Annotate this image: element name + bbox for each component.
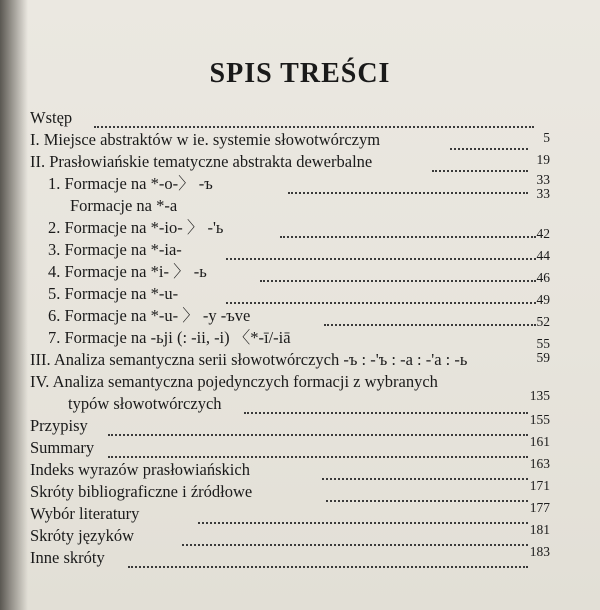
toc-entry (30, 456, 550, 482)
toc-entry (30, 544, 550, 570)
toc-entry-page: 55 (536, 336, 550, 351)
toc-entry-label: IV. Analiza semantyczna pojedynczych formacji z wybranych (30, 372, 438, 391)
dot-leader (324, 322, 536, 326)
dot-leader (288, 190, 528, 194)
dot-leader (182, 542, 528, 546)
toc-entry (30, 218, 550, 240)
toc-entry-label: Inne skróty (30, 548, 105, 567)
toc-entry (30, 388, 550, 416)
toc-entry-label: Skróty języków (30, 526, 135, 545)
toc-entry (30, 522, 550, 548)
toc-entry-page: 135 (529, 388, 550, 403)
toc-entry (30, 196, 550, 218)
toc-entry-page: 183 (529, 544, 550, 559)
toc-entry-page: 163 (529, 456, 550, 471)
toc-entry-label: 3. Formacje na *-ia- (48, 240, 182, 259)
toc-entry-label: 7. Formacje na -ьji (: -ii, -i) 〈*-ī/-iā (48, 328, 291, 347)
toc-entry (30, 434, 550, 460)
toc-entry (30, 500, 550, 526)
dot-leader (322, 476, 528, 480)
toc-entry-label: I. Miejsce abstraktów w ie. systemie słowotwórczym (30, 130, 381, 149)
dot-leader (94, 124, 534, 128)
dot-leader (244, 410, 528, 414)
dot-leader (226, 300, 536, 304)
toc-entry-page: 46 (536, 270, 550, 285)
toc-entry (30, 412, 550, 438)
toc-entry (30, 284, 550, 306)
toc-entry-page: 59 (536, 350, 550, 365)
dot-leader (226, 256, 536, 260)
toc-entry-label: Przypisy (30, 416, 88, 435)
toc-entry-label: typów słowotwórczych (68, 394, 222, 413)
toc-entry-page: 49 (536, 292, 550, 307)
toc-entry-label: Wstęp (30, 108, 73, 127)
toc-entry-page: 42 (536, 226, 550, 241)
toc-entry-label: 6. Formacje na *-u- 〉 -y -ъve (48, 306, 251, 325)
toc-entry-label: 4. Formacje na *i- 〉 -ь (48, 262, 207, 281)
toc-entry-page: 19 (536, 152, 550, 167)
toc-entry (30, 174, 550, 201)
dot-leader (198, 520, 528, 524)
toc-entry-page: 155 (529, 412, 550, 427)
toc-entry-label: Formacje na *-a (70, 196, 178, 215)
toc-entry-label: Indeks wyrazów prasłowiańskich (30, 460, 250, 479)
toc-entry-label: 1. Formacje na *-o-〉 -ъ (48, 174, 213, 193)
toc-entry (30, 328, 550, 350)
page-gutter-shadow (0, 0, 28, 610)
toc-entry-label: 5. Formacje na *-u- (48, 284, 179, 303)
toc-entry-label: Wybór literatury (30, 504, 140, 523)
toc-entry-label: Skróty bibliograficzne i źródłowe (30, 482, 253, 501)
toc-entry (30, 478, 550, 504)
dot-leader (128, 564, 528, 568)
toc-entry (30, 350, 550, 372)
toc-entry (30, 372, 550, 394)
toc-entry-page: 33 (536, 172, 550, 187)
toc-entry-page: 171 (529, 478, 550, 493)
toc-entry-page: 44 (536, 248, 550, 263)
toc-entry-page: 177 (529, 500, 550, 515)
toc-entry-label: 2. Formacje na *-io- 〉 -'ь (48, 218, 224, 237)
toc-entry (30, 262, 550, 284)
dot-leader (108, 454, 528, 458)
dot-leader (260, 278, 536, 282)
dot-leader (326, 498, 528, 502)
toc-entry-label: III. Analiza semantyczna serii słowotwórczych -ъ : -'ъ : -a : -'a : -ь (30, 350, 468, 369)
toc-entry-page: 33 (536, 186, 550, 201)
dot-leader (450, 146, 528, 150)
toc-entry-page: 52 (536, 314, 550, 329)
page-title: SPIS TREŚCI (209, 58, 391, 89)
dot-leader (432, 168, 528, 172)
dot-leader (108, 432, 528, 436)
toc-entry-label: II. Prasłowiańskie tematyczne abstrakta dewerbalne (30, 152, 373, 171)
dot-leader (280, 234, 536, 238)
toc-entry-page: 181 (529, 522, 550, 537)
toc-entry (30, 306, 550, 328)
toc-entry-page: 5 (543, 130, 550, 145)
toc-entry-page: 161 (529, 434, 550, 449)
toc-entry-label: Summary (30, 438, 95, 457)
toc-entry (30, 240, 550, 262)
